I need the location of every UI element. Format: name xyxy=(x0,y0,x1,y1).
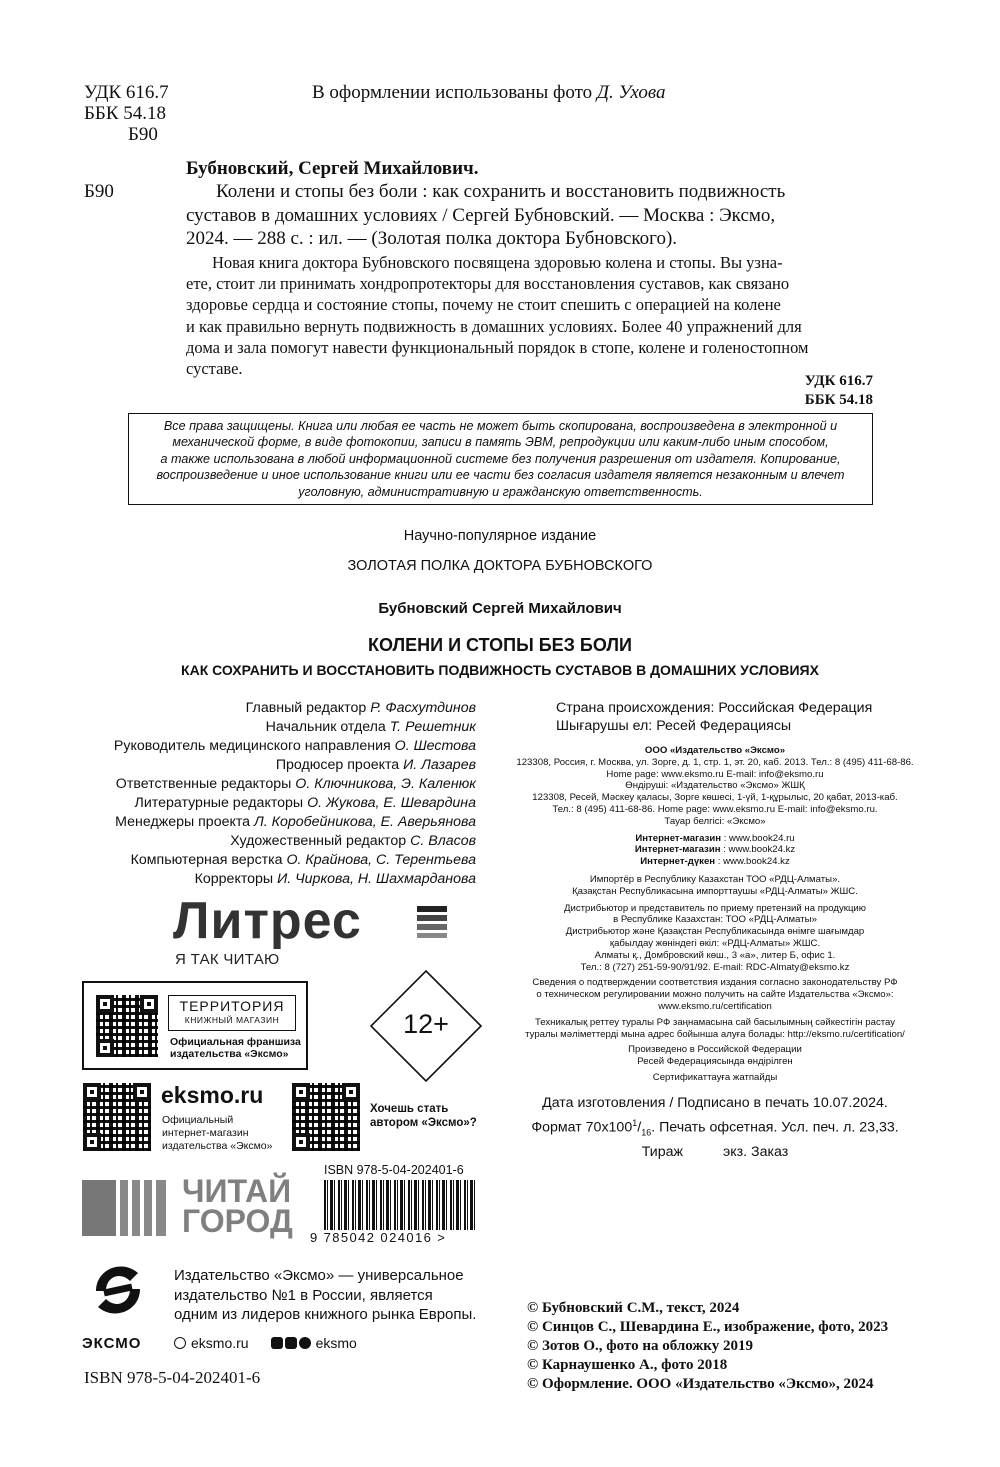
eksmo-site-label: eksmo.ru xyxy=(161,1082,264,1108)
eksmo-caption-line: издательства «Эксмо» xyxy=(162,1140,273,1152)
publisher-line: Тел.: 8 (495) 411-68-86. Home page: www.eksmo.ru E-mail: info@eksmo.ru. xyxy=(552,803,878,815)
litres-stripes-icon xyxy=(417,906,447,938)
publisher-name: ООО «Издательство «Эксмо» xyxy=(644,745,786,756)
rights-notice xyxy=(128,413,873,505)
eksmo-brand: ЭКСМО xyxy=(82,1335,142,1352)
eksmo-links xyxy=(174,1335,357,1351)
author-invite-line: Хочешь стать xyxy=(370,1103,449,1115)
chitay-gorod-wordmark xyxy=(182,1173,293,1239)
credit-role: Ответственные редакторы xyxy=(115,776,296,792)
credit-row xyxy=(114,794,476,813)
publisher-line: Home page: www.eksmo.ru E-mail: info@eksmo.ru xyxy=(606,768,824,780)
annotation-bbk: ББК 54.18 xyxy=(804,392,873,408)
format-suffix: . Печать офсетная. Усл. печ. л. 23,33. xyxy=(651,1119,899,1136)
blurb-line: одним из лидеров книжного рынка Европы. xyxy=(174,1306,477,1323)
territory-caption xyxy=(170,1036,301,1060)
credit-names: О. Жукова, Е. Шевардина xyxy=(307,795,476,811)
barcode-digits xyxy=(310,1230,446,1245)
cert-line: о техническом регулировании можно получить на сайте Издательства «Эксмо»: xyxy=(536,989,894,1001)
eksmo-caption-line: интернет-магазин xyxy=(162,1127,249,1139)
credit-names: Т. Решетник xyxy=(389,719,476,735)
rights-line: механической форме, в виде фотокопии, записи в память ЭВМ, репродукции или каким-либо иным способом, xyxy=(172,435,829,450)
annotation-line: Новая книга доктора Бубновского посвящена здоровью колена и стопы. Вы узна- xyxy=(212,253,783,272)
territory-caption-line: издательства «Эксмо» xyxy=(170,1048,289,1060)
credit-row xyxy=(114,813,476,832)
format-slash: / xyxy=(637,1119,642,1136)
barcode-number: 9 785042 024016 xyxy=(310,1230,433,1245)
annotation-codes xyxy=(805,372,873,410)
shop-url: : www.book24.kz xyxy=(720,844,796,856)
credit-role: Литературные редакторы xyxy=(134,795,308,811)
territory-subtitle: КНИЖНЫЙ МАГАЗИН xyxy=(184,1015,280,1025)
publisher-line: Тауар белгісі: «Эксмо» xyxy=(664,815,766,827)
publisher-line: 123308, Ресей, Мәскеу қаласы, Зорге көшесі, 1-үй, 1-құрылыс, 20 қабат, 2013-каб. xyxy=(532,792,898,804)
isbn-text: ISBN 978-5-04-202401-6 xyxy=(84,1368,261,1387)
imprint-subtitle: КАК СОХРАНИТЬ И ВОССТАНОВИТЬ ПОДВИЖНОСТЬ СУСТАВОВ В ДОМАШНИХ УСЛОВИЯХ xyxy=(181,662,819,678)
globe-icon xyxy=(174,1337,186,1349)
annotation-line: ете, стоит ли принимать хондропротекторы для восстановления суставов, как связано xyxy=(186,274,790,294)
rights-line: Все права защищены. Книга или любая ее часть не может быть скопирована, воспроизведена в электронной и xyxy=(163,419,838,433)
copyright-line: © Синцов С., Шевардина Е., изображение, фото, 2023 xyxy=(527,1319,889,1335)
credit-names: Л. Коробейникова, Е. Аверьянова xyxy=(254,814,476,830)
credit-row xyxy=(114,756,476,775)
kz-line: в Республике Казахстан: ТОО «РДЦ-Алматы» xyxy=(613,914,817,926)
kz-line: Импортёр в Республику Казахстан ТОО «РДЦ-Алматы». xyxy=(589,873,841,885)
chitay-gorod-logo-mark xyxy=(82,1180,172,1236)
credit-names: О. Ключникова, Э. Каленюк xyxy=(295,776,476,792)
litres-logo xyxy=(173,893,362,949)
credit-names: О. Крайнова, С. Терентьева xyxy=(286,852,476,868)
credit-role: Продюсер проекта xyxy=(275,757,404,773)
credit-names: С. Власов xyxy=(410,833,476,849)
kz-line: қабылдау жөніндегі өкіл: «РДЦ-Алматы» ЖШС. xyxy=(609,937,821,949)
litres-tagline: Я ТАК ЧИТАЮ xyxy=(175,951,280,968)
publisher-line: 123308, Россия, г. Москва, ул. Зорге, д. 1, стр. 1, эт. 20, каб. 2013. Тел.: 8 (495) 411-68-86. xyxy=(516,756,914,768)
copyright-line: © Бубновский С.М., текст, 2024 xyxy=(527,1300,740,1316)
copyright-line: © Оформление. ООО «Издательство «Эксмо», 2024 xyxy=(527,1376,874,1392)
credit-names: И. Чиркова, Н. Шахмарданова xyxy=(277,871,476,887)
eksmo-social-handle[interactable]: eksmo xyxy=(315,1335,357,1351)
kz-line: Дистрибьютор және Қазақстан Республикасында өнімге шағымдар xyxy=(565,926,865,938)
telegram-icon xyxy=(299,1337,311,1349)
cert-line: туралы мәліметтерді мына адрес бойынша алуға болады: http://eksmo.ru/certification/ xyxy=(525,1028,905,1040)
shop-label: Интернет-магазин xyxy=(635,832,722,844)
publisher-blurb xyxy=(174,1266,476,1325)
photo-credit xyxy=(312,82,665,103)
classification-codes xyxy=(84,82,169,145)
kz-line: Қазақстан Республикасына импорттаушы «РДЦ-Алматы» ЖШС. xyxy=(572,885,858,897)
eksmo-logo-icon xyxy=(82,1253,154,1327)
series-name: ЗОЛОТАЯ ПОЛКА ДОКТОРА БУБНОВСКОГО xyxy=(347,558,653,574)
gorod-word: ГОРОД xyxy=(182,1203,293,1239)
odnoklassniki-icon xyxy=(285,1337,297,1349)
bib-line1: Колени и стопы без боли : как сохранить и восстановить подвижность xyxy=(216,181,786,202)
territory-caption-line: Официальная франшиза xyxy=(170,1036,301,1048)
kz-line: Тел.: 8 (727) 251-59-90/91/92. E-mail: RDC-Almaty@eksmo.kz xyxy=(580,961,850,973)
credit-role: Компьютерная верстка xyxy=(130,852,287,868)
credit-role: Менеджеры проекта xyxy=(115,814,255,830)
imprint-title: КОЛЕНИ И СТОПЫ БЕЗ БОЛИ xyxy=(368,635,632,655)
credit-row xyxy=(114,775,476,794)
territory-name: ТЕРРИТОРИЯ xyxy=(179,998,285,1014)
publisher-line: Өндіруші: «Издательство «Эксмо» ЖШҚ xyxy=(625,780,805,792)
production-line: Сертификаттауға жатпайды xyxy=(652,1071,778,1083)
credits-list xyxy=(114,699,476,889)
vk-icon xyxy=(271,1337,283,1349)
rights-line: уголовную, административную и гражданскую ответственность. xyxy=(298,484,703,499)
credit-row xyxy=(114,832,476,851)
print-format xyxy=(500,1114,930,1143)
author-sign: Б90 xyxy=(128,124,158,145)
udk-code: УДК 616.7 xyxy=(84,82,169,103)
kz-line: Алматы қ., Домбровский көш., 3 «а», литер Б, офис 1. xyxy=(594,949,836,961)
eksmo-shop-caption xyxy=(162,1114,273,1153)
isbn-barcode xyxy=(324,1180,475,1230)
production-line: Произведено в Российской Федерации xyxy=(628,1044,802,1056)
shop-line xyxy=(500,844,930,856)
copyright-list xyxy=(527,1299,888,1394)
chitay-word: ЧИТАЙ xyxy=(182,1173,292,1209)
copyright-line: © Зотов О., фото на обложку 2019 xyxy=(527,1338,753,1354)
credit-row xyxy=(114,718,476,737)
eksmo-site-link[interactable]: eksmo.ru xyxy=(191,1335,249,1351)
photo-credit-prefix: В оформлении использованы фото xyxy=(312,82,597,103)
annotation xyxy=(186,252,876,379)
credit-names: И. Лазарев xyxy=(403,757,476,773)
credit-row xyxy=(114,699,476,718)
author-qr-code xyxy=(292,1083,360,1151)
print-run xyxy=(500,1143,930,1163)
imprint-author: Бубновский Сергей Михайлович xyxy=(378,600,622,617)
credit-role: Руководитель медицинского направления xyxy=(113,738,395,754)
shop-url: : www.book24.kz xyxy=(715,856,790,868)
shop-label: Интернет-дүкен xyxy=(640,856,716,868)
photo-credit-name: Д. Ухова xyxy=(596,82,666,103)
annotation-line: суставе. xyxy=(186,359,243,379)
eksmo-caption-line: Официальный xyxy=(162,1114,234,1126)
shop-line xyxy=(500,856,930,868)
print-date: Дата изготовления / Подписано в печать 10.07.2024. xyxy=(542,1095,888,1111)
barcode-isbn: ISBN 978-5-04-202401-6 xyxy=(324,1163,464,1177)
bbk-code: ББК 54.18 xyxy=(84,103,166,124)
credit-row xyxy=(114,737,476,756)
origin xyxy=(556,699,872,735)
print-info xyxy=(500,1094,930,1162)
cert-line: Сведения о подтверждении соответствия издания согласно законодательству РФ xyxy=(532,977,898,989)
annotation-line: здоровье сердца и состояние стопы, почему не стоит спешить с операцией на колене xyxy=(186,295,781,315)
edition-type: Научно-популярное издание xyxy=(403,528,597,544)
litres-wordmark: Литрес xyxy=(173,892,362,950)
credit-role: Начальник отдела xyxy=(265,719,390,735)
annotation-line: и как правильно вернуть подвижность в домашних условиях. Более 40 упражнений для xyxy=(186,316,802,336)
format-prefix: Формат 70x100 xyxy=(531,1119,633,1136)
format-sub: 16 xyxy=(641,1127,652,1138)
annotation-udk: УДК 616.7 xyxy=(804,373,873,389)
production-line: Ресей Федерациясында өндірілген xyxy=(637,1056,793,1068)
credit-role: Корректоры xyxy=(194,871,278,887)
credit-names: О. Шестова xyxy=(394,738,476,754)
publisher-info xyxy=(500,745,930,1084)
origin-ru: Страна происхождения: Российская Федерация xyxy=(556,700,873,716)
bib-author: Бубновский, Сергей Михайлович. xyxy=(186,158,479,179)
origin-kz: Шығарушы ел: Ресей Федерациясы xyxy=(556,718,792,734)
shop-url: : www.book24.ru xyxy=(721,832,795,844)
blurb-line: издательство №1 в России, является xyxy=(174,1286,433,1304)
bib-line3: 2024. — 288 с. : ил. — (Золотая полка доктора Бубновского). xyxy=(186,228,678,249)
annotation-line: дома и зала помогут навести функциональный порядок в стопе, колене и голеностопном xyxy=(186,337,809,357)
shop-line xyxy=(500,833,930,845)
bib-sign: Б90 xyxy=(84,181,114,202)
shop-label: Интернет-магазин xyxy=(634,844,721,856)
copyright-line: © Карнаушенко А., фото 2018 xyxy=(527,1357,728,1373)
credit-role: Художественный редактор xyxy=(230,833,411,849)
bib-line2: суставов в домашних условиях / Сергей Бубновский. — Москва : Эксмо, xyxy=(186,205,776,226)
territory-logo xyxy=(168,995,296,1031)
credit-names: Р. Фасхутдинов xyxy=(370,700,476,716)
cert-line: www.eksmo.ru/certification xyxy=(658,1000,772,1012)
blurb-line: Издательство «Эксмо» — универсальное xyxy=(174,1267,464,1284)
credit-role: Главный редактор xyxy=(245,700,371,716)
print-order-label: экз. Заказ xyxy=(723,1143,789,1160)
territory-ad xyxy=(82,981,308,1070)
rights-line: а также использована в любой информационной системе без получения разрешения от издателя. Копирование, xyxy=(160,451,841,466)
author-invite-line: автором «Эксмо»? xyxy=(370,1117,477,1129)
credit-row xyxy=(114,851,476,870)
credit-row xyxy=(114,870,476,889)
print-run-label: Тираж xyxy=(641,1143,684,1160)
rights-line: воспроизведение и иное использование книги или ее части без согласия издателя является незаконным и влечет xyxy=(156,468,845,483)
kz-line: Дистрибьютор и представитель по приему претензий на продукцию xyxy=(564,902,866,914)
eksmo-shop-qr-code xyxy=(83,1083,151,1151)
format-sup: 1 xyxy=(632,1117,638,1128)
age-rating-label: 12+ xyxy=(403,1009,449,1039)
author-invite xyxy=(370,1102,477,1130)
barcode-arrow: > xyxy=(437,1230,447,1245)
cert-line: Техникалық реттеу туралы РФ заңнамасына сай басылымның сәйкестігін растау xyxy=(534,1016,896,1028)
territory-qr-code xyxy=(96,995,158,1057)
